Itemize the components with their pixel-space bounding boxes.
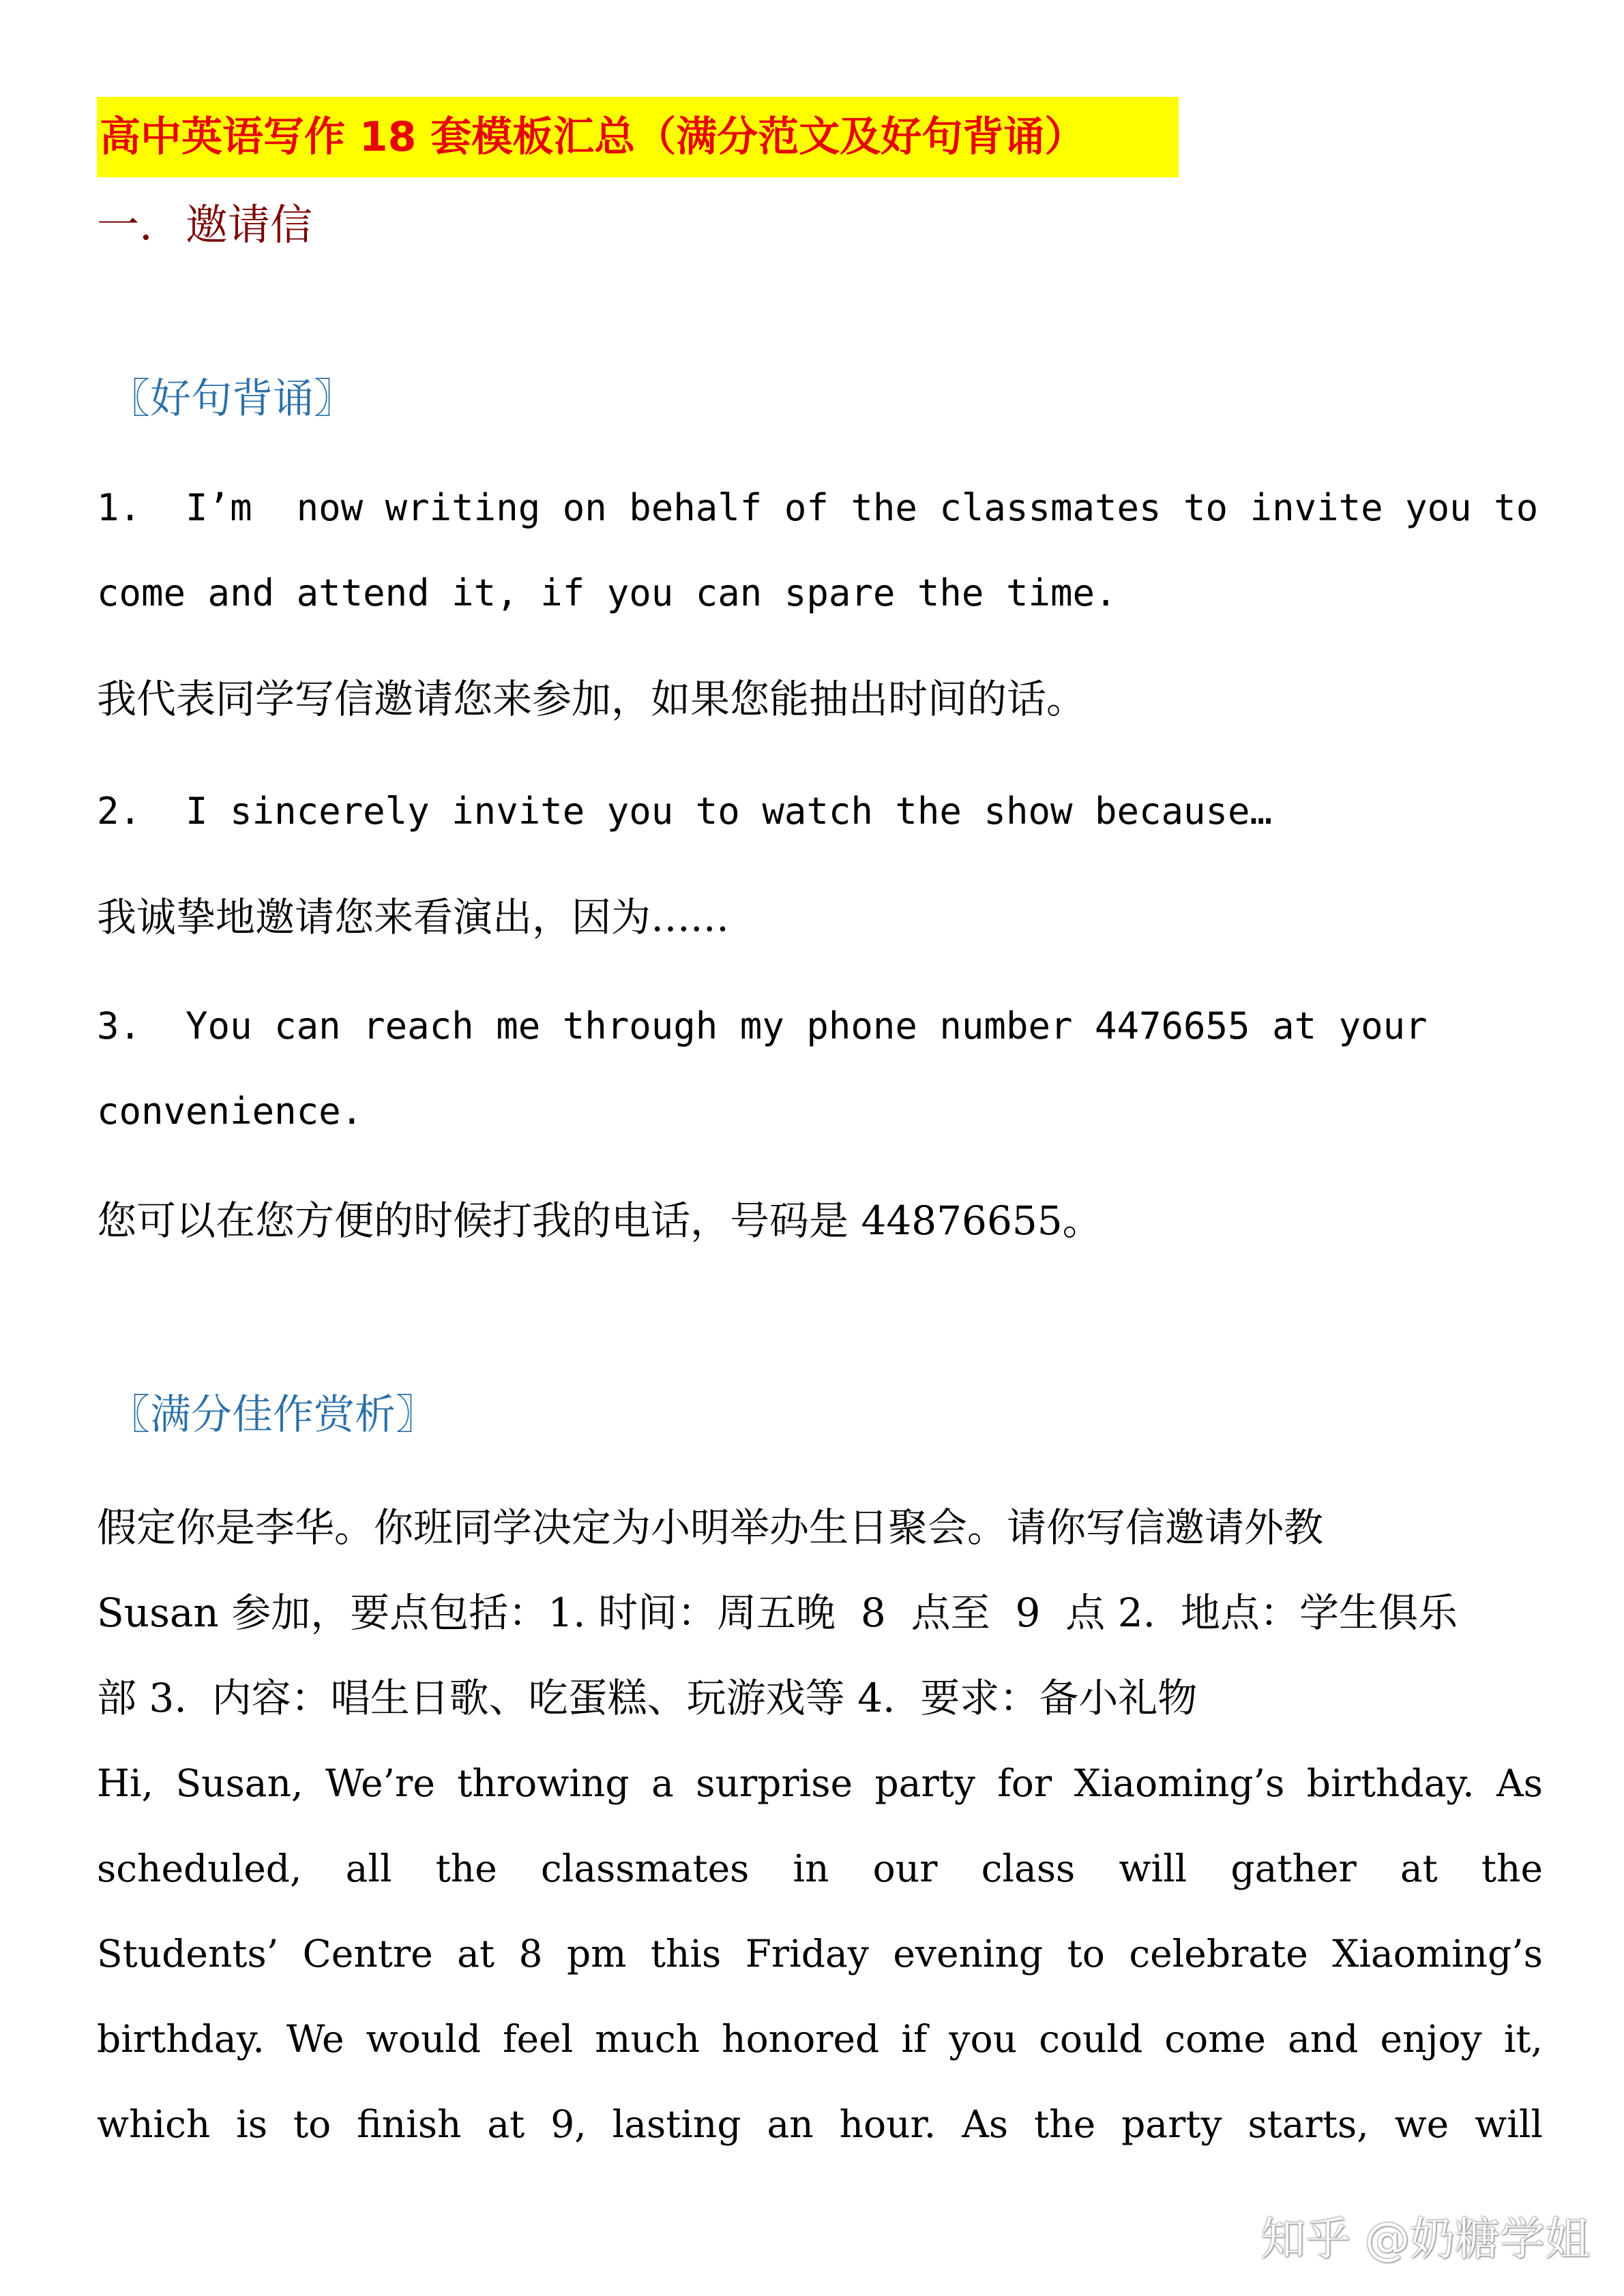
watermark: 知乎 @奶糖学姐 bbox=[1260, 2213, 1590, 2265]
sentence-3-line-2: convenience. bbox=[97, 1090, 364, 1133]
essay-line-5: which is to finish at 9, lasting an hour. As the party starts, we will bbox=[97, 2102, 1543, 2146]
document-title: 高中英语写作 18 套模板汇总（满分范文及好句背诵） bbox=[97, 97, 1179, 177]
section-label: 邀请信 bbox=[186, 200, 313, 250]
essay-line-3: Students’ Centre at 8 pm this Friday evening to celebrate Xiaoming’s bbox=[97, 1932, 1543, 1976]
essay-line-2: scheduled, all the classmates in our class will gather at the bbox=[97, 1847, 1543, 1890]
sentence-3-line-1: 3. You can reach me through my phone number 4476655 at your bbox=[97, 1004, 1428, 1047]
section-heading bbox=[97, 198, 312, 252]
sentence-3-translation: 您可以在您方便的时候打我的电话，号码是 44876655。 bbox=[97, 1197, 1102, 1244]
prompt-line-3: 部 3. 内容：唱生日歌、吃蛋糕、玩游戏等 4. 要求：备小礼物 bbox=[97, 1675, 1198, 1721]
model-essay-heading: 〖满分佳作赏析〗 bbox=[109, 1391, 437, 1439]
sentence-1-translation: 我代表同学写信邀请您来参加，如果您能抽出时间的话。 bbox=[97, 676, 1087, 722]
section-number: 一. bbox=[97, 200, 153, 250]
essay-line-1: Hi, Susan, We’re throwing a surprise party for Xiaoming’s birthday. As bbox=[97, 1761, 1543, 1805]
sentence-2-translation: 我诚挚地邀请您来看演出，因为….‥ bbox=[97, 894, 730, 940]
prompt-line-2: Susan 参加，要点包括：1. 时间：周五晚 8 点至 9 点 2. 地点：学生俱乐 bbox=[97, 1590, 1458, 1636]
essay-line-4: birthday. We would feel much honored if you could come and enjoy it, bbox=[97, 2017, 1543, 2061]
sentence-1-line-2: come and attend it, if you can spare the time. bbox=[97, 571, 1117, 614]
sentence-1-line-1: 1. I’m now writing on behalf of the classmates to invite you to bbox=[97, 486, 1539, 529]
sentence-2: 2. I sincerely invite you to watch the show because… bbox=[97, 790, 1273, 833]
prompt-line-1: 假定你是李华。你班同学决定为小明举办生日聚会。请你写信邀请外教 bbox=[97, 1504, 1324, 1551]
good-sentences-heading: 〖好句背诵〗 bbox=[109, 375, 355, 423]
